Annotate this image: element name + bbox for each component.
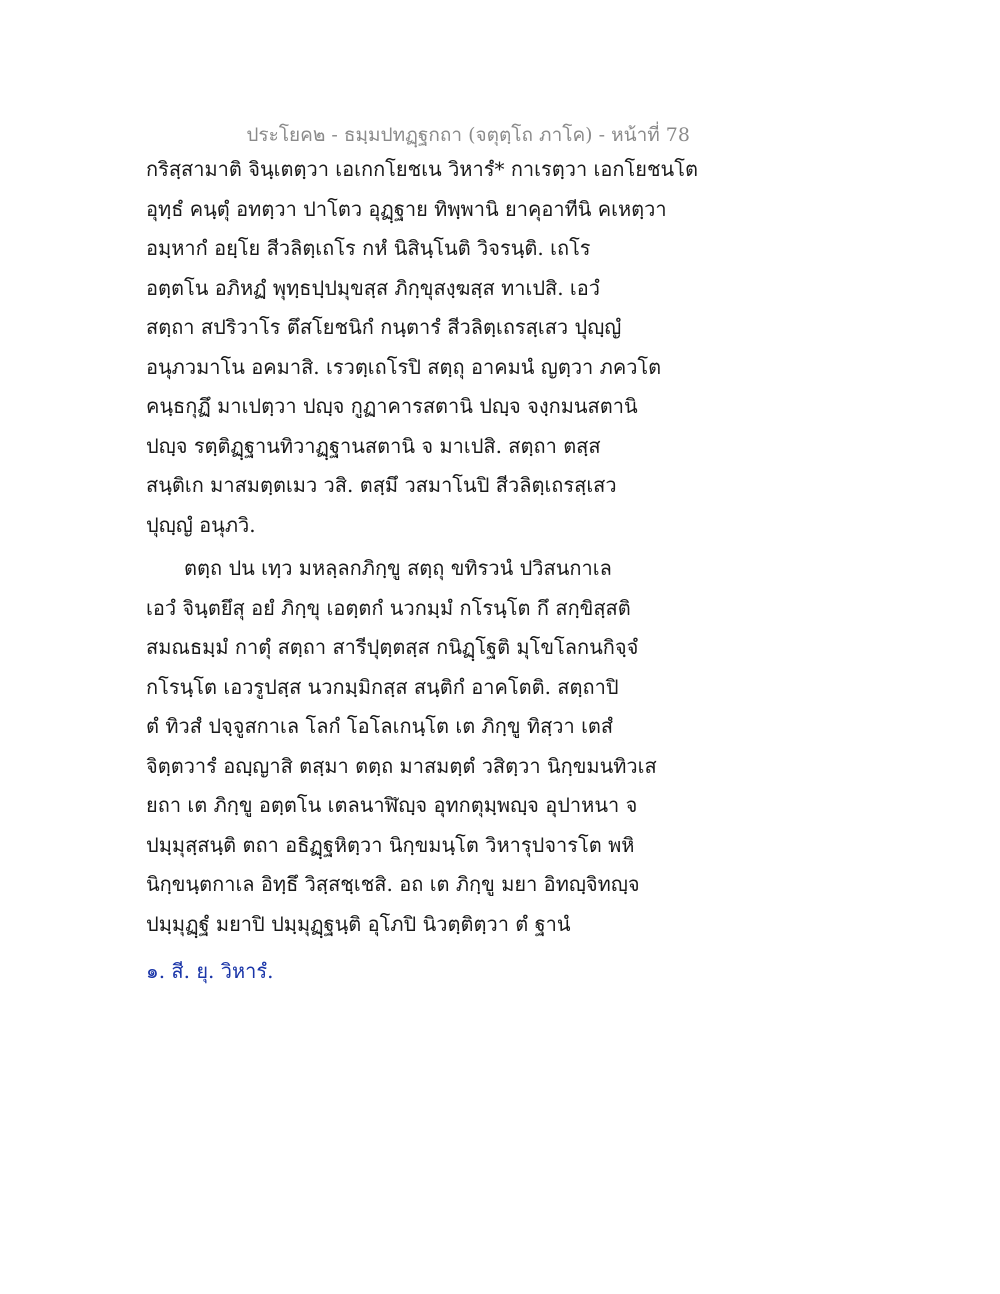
text-line: นิกฺขนฺตกาเล อิทฺธึ วิสฺสชฺเชสิ. อถ เต ภิกฺขู มยา อิทญฺจิทญฺจ [146, 872, 640, 896]
text-line: ปุญฺญํ อนุภวิ. [146, 512, 256, 537]
text-line: คนฺธกุฏึ มาเปตฺวา ปญฺจ กูฏาคารสตานิ ปญฺจ จงฺกมนสตานิ [146, 394, 638, 418]
text-line: สตฺถา สปริวาโร ตึสโยชนิกํ กนฺตารํ สีวลิตฺเถรสฺเสว ปุญฺญํ [146, 315, 622, 339]
text-line: กริสฺสามาติ จินฺเตตฺวา เอเกกโยชเน วิหารํ* กาเรตฺวา เอกโยชนโต [146, 157, 698, 181]
page-header: ประโยค๒ - ธมฺมปทฏฺฐกถา (จตุตฺโถ ภาโค) - หน้าที่ 78 [246, 124, 690, 146]
text-line: อมฺหากํ อยฺโย สีวลิตฺเถโร กหํ นิสินฺโนติ วิจรนฺติ. เถโร [146, 236, 591, 260]
text-line: ตตฺถ ปน เทฺว มหลฺลกภิกฺขู สตฺถุ ขทิรวนํ ปวิสนกาเล [184, 556, 612, 580]
paragraph-2 [146, 549, 666, 944]
text-line: ปมฺมุสฺสนฺติ ตถา อธิฏฺฐหิตฺวา นิกฺขมนฺโต วิหารุปจารโต พหิ [146, 832, 635, 857]
text-line: ปญฺจ รตฺติฏฺฐานทิวาฏฺฐานสตานิ จ มาเปสิ. สตฺถา ตสฺส [146, 433, 601, 458]
text-line: สนฺติเก มาสมตฺตเมว วสิ. ตสฺมึ วสมาโนปิ สีวลิตฺเถรสฺเสว [146, 473, 617, 497]
text-line: ปมฺมุฏฺฐํ มยาปิ ปมฺมุฏฺฐนฺติ อุโภปิ นิวตฺติตฺวา ตํ ฐานํ [146, 911, 571, 936]
text-line: อตฺตโน อภิหฏํ พุทฺธปฺปมุขสฺส ภิกฺขุสงฺฆสฺส ทาเปสิ. เอวํ [146, 275, 601, 300]
text-line: อนุภวมาโน อคมาสิ. เรวตฺเถโรปิ สตฺถุ อาคมนํ ญตฺวา ภควโต [146, 354, 662, 379]
text-line: ยถา เต ภิกฺขู อตฺตโน เตลนาฬิญฺจ อุทกตุมฺพญฺจ อุปาหนา จ [146, 793, 638, 817]
text-line: ตํ ทิวสํ ปจฺจูสกาเล โลกํ โอโลเกนฺโต เต ภิกฺขู ทิสฺวา เตสํ [146, 714, 614, 738]
text-line: จิตฺตวารํ อญฺญาสิ ตสฺมา ตตฺถ มาสมตฺตํ วสิตฺวา นิกฺขมนทิวเส [146, 753, 657, 778]
body-text [146, 150, 698, 944]
paragraph-1 [146, 150, 698, 545]
text-line: เอวํ จินฺตยึสุ อยํ ภิกฺขุ เอตฺตกํ นวกมฺมํ กโรนฺโต กึ สกฺขิสฺสติ [146, 595, 631, 620]
text-line: กโรนฺโต เอวรูปสฺส นวกมฺมิกสฺส สนฺติกํ อาคโตติ. สตฺถาปิ [146, 674, 619, 699]
text-line: อุทฺธํ คนฺตุํ อทตฺวา ปาโตว อุฏฺฐาย ทิพฺพานิ ยาคุอาทีนิ คเหตฺวา [146, 196, 667, 221]
footnote: ๑. สี. ยุ. วิหารํ. [146, 959, 274, 983]
text-line: สมณธมฺมํ กาตุํ สตฺถา สารีปุตฺตสฺส กนิฏฺโฐติ มุโขโลกนกิจฺจํ [146, 635, 639, 659]
